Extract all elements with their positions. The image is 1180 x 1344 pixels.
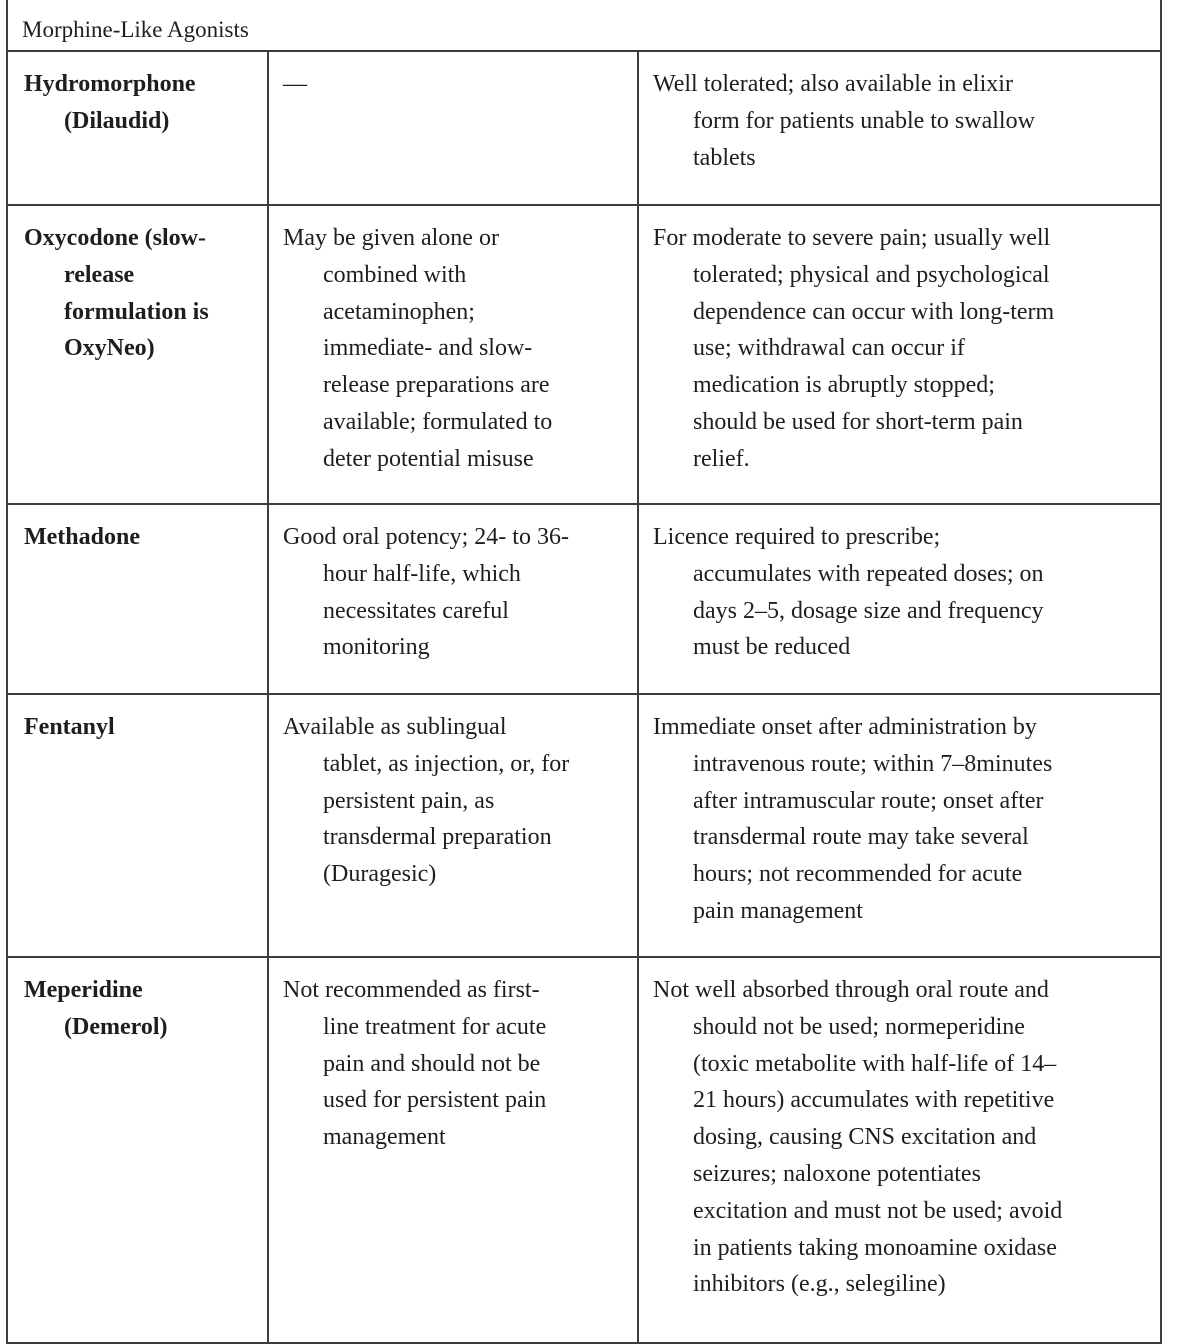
notes-cell bbox=[638, 957, 1161, 1343]
notes-cell bbox=[638, 504, 1161, 694]
notes-text: Not well absorbed through oral route and should not be used; normeperidine (toxic metabolite with half-life of 14– 21 hours) accumulates with repetitive dosing, causing CNS excitation and seizures; naloxone potentiates excitation and must not be used; avoid in patients taking monoamine oxidase inhibitors (e.g., selegiline) bbox=[653, 977, 1063, 1298]
drug-name: Hydromorphone (Dilaudid) bbox=[24, 71, 196, 134]
section-header-row bbox=[7, 0, 1161, 51]
drug-name-cell bbox=[7, 504, 268, 694]
notes-cell bbox=[638, 205, 1161, 504]
considerations-cell bbox=[268, 51, 638, 205]
table-row bbox=[7, 957, 1161, 1343]
notes-text: Immediate onset after administration by intravenous route; within 7–8minutes after intramuscular route; onset after transdermal route may take several hours; not recommended for acute pain management bbox=[653, 714, 1053, 924]
considerations-cell bbox=[268, 205, 638, 504]
drug-name: Meperidine (Demerol) bbox=[24, 977, 168, 1040]
considerations-text: Not recommended as first- line treatment for acute pain and should not be used for persistent pain management bbox=[283, 977, 547, 1151]
drug-name: Oxycodone (slow- release formulation is OxyNeo) bbox=[24, 225, 209, 362]
drug-name-cell bbox=[7, 694, 268, 957]
notes-text: Licence required to prescribe; accumulates with repeated doses; on days 2–5, dosage size and frequency must be reduced bbox=[653, 524, 1044, 661]
considerations-cell bbox=[268, 957, 638, 1343]
notes-text: Well tolerated; also available in elixir form for patients unable to swallow tablets bbox=[653, 71, 1035, 171]
drug-name-cell bbox=[7, 205, 268, 504]
notes-cell bbox=[638, 51, 1161, 205]
considerations-cell bbox=[268, 504, 638, 694]
table-row bbox=[7, 205, 1161, 504]
table-row bbox=[7, 504, 1161, 694]
considerations-text: May be given alone or combined with acetaminophen; immediate- and slow- release preparations are available; formulated to deter potential misuse bbox=[283, 225, 553, 472]
considerations-text: — bbox=[283, 71, 307, 97]
section-header-cell bbox=[7, 0, 1161, 51]
drug-table bbox=[6, 0, 1162, 1344]
notes-text: For moderate to severe pain; usually well tolerated; physical and psychological dependence can occur with long-term use; withdrawal can occur if medication is abruptly stopped; should be used for short-term pain relief. bbox=[653, 225, 1055, 472]
table-row bbox=[7, 694, 1161, 957]
table-row bbox=[7, 51, 1161, 205]
drug-name: Methadone bbox=[24, 524, 140, 550]
section-title: Morphine-Like Agonists bbox=[22, 17, 249, 42]
considerations-text: Good oral potency; 24- to 36- hour half-life, which necessitates careful monitoring bbox=[283, 524, 569, 661]
considerations-text: Available as sublingual tablet, as injection, or, for persistent pain, as transdermal preparation (Duragesic) bbox=[283, 714, 570, 888]
notes-cell bbox=[638, 694, 1161, 957]
drug-name-cell bbox=[7, 957, 268, 1343]
drug-name: Fentanyl bbox=[24, 714, 115, 740]
drug-name-cell bbox=[7, 51, 268, 205]
considerations-cell bbox=[268, 694, 638, 957]
